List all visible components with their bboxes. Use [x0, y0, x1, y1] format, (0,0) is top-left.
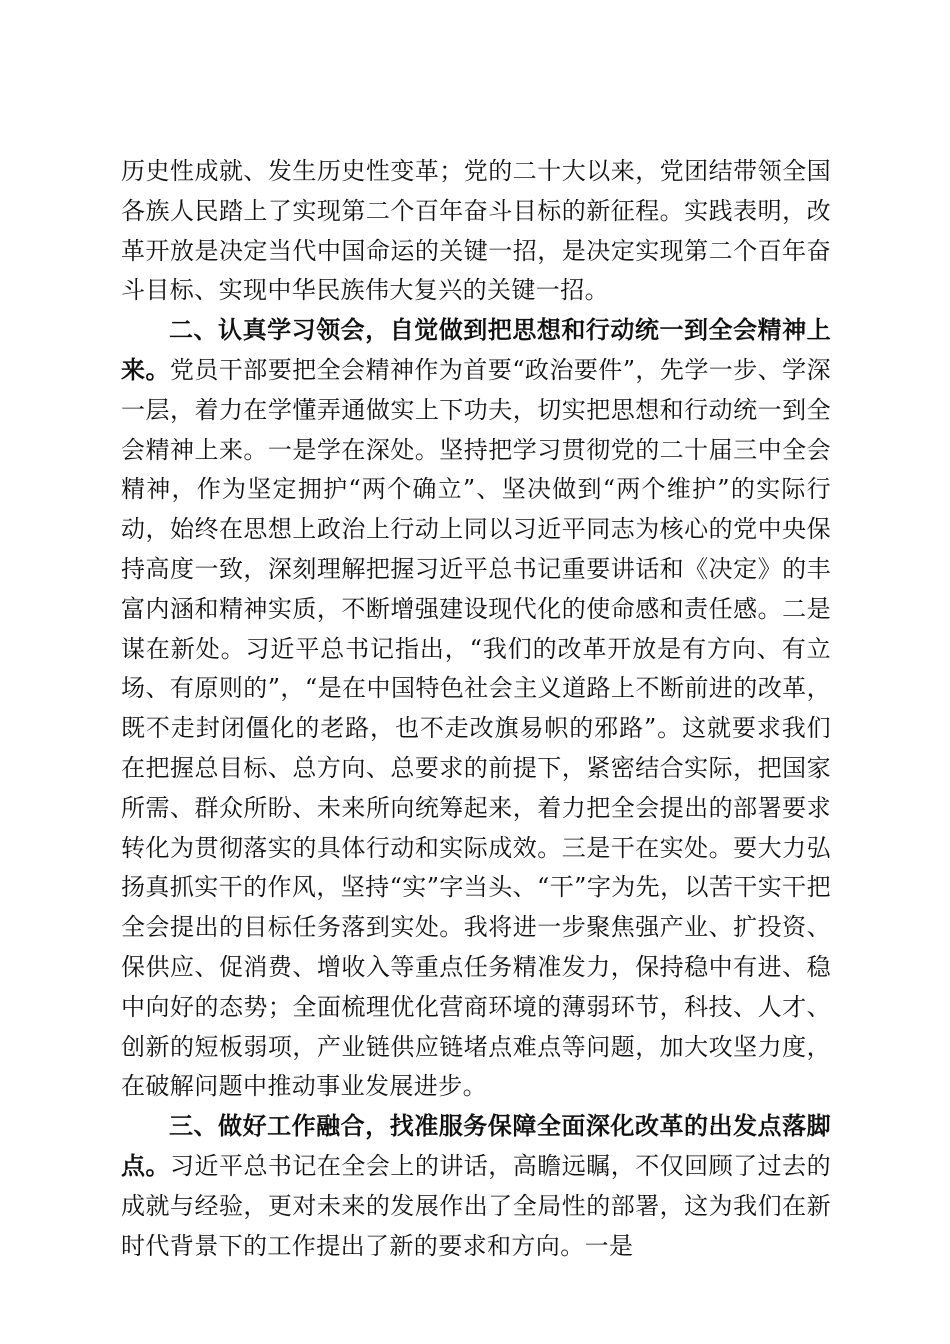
paragraph-body: 党员干部要把全会精神作为首要“政治要件”，先学一步、学深一层，着力在学懂弄通做实上下功夫，切实把思想和行动统一到全会精神上来。一是学在深处。坚持把学习贯彻党的二十届三中全会精神，作为坚定拥护“两个确立”、坚决做到“两个维护”的实际行动，始终在思想上政治上行动上同以习近平同志为核心的党中央保持高度一致，深刻理解把握习近平总书记重要讲话和《决定》的丰富内涵和精神实质，不断增强建设现代化的使命感和责任感。二是谋在新处。习近平总书记指出，“我们的改革开放是有方向、有立场、有原则的”，“是在中国特色社会主义道路上不断前进的改革，既不走封闭僵化的老路，也不走改旗易帜的邪路”。这就要求我们在把握总目标、总方向、总要求的前提下，紧密结合实际，把国家所需、群众所盼、未来所向统筹起来，着力把全会提出的部署要求转化为贯彻落实的具体行动和实际成效。三是干在实处。要大力弘扬真抓实干的作风，坚持“实”字当头、“干”字为先，以苦干实干把全会提出的目标任务落到实处。我将进一步聚焦强产业、扩投资、保供应、促消费、增收入等重点任务精准发力，保持稳中有进、稳中向好的态势；全面梳理优化营商环境的薄弱环节，科技、人才、创新的短板弱项，产业链供应链堵点难点等问题，加大攻坚力度，在破解问题中推动事业发展进步。 [121, 355, 831, 1101]
section-heading: 三、做好工作融合，找准服务保障全面深化改革的出发点落脚点。 [121, 1112, 831, 1180]
document-body [121, 152, 831, 1266]
paragraph-body: 习近平总书记在全会上的讲话，高瞻远瞩，不仅回顾了过去的成就与经验，更对未来的发展作出了全局性的部署，这为我们在新时代背景下的工作提出了新的要求和方向。一是 [121, 1151, 831, 1260]
section-heading: 二、认真学习领会，自觉做到把思想和行动统一到全会精神上来。 [121, 316, 831, 384]
paragraph-continuation [121, 152, 831, 311]
paragraph-section-three [121, 1107, 831, 1266]
paragraph-body: 历史性成就、发生历史性变革；党的二十大以来，党团结带领全国各族人民踏上了实现第二个百年奋斗目标的新征程。实践表明，改革开放是决定当代中国命运的关键一招，是决定实现第二个百年奋斗目标、实现中华民族伟大复兴的关键一招。 [121, 157, 831, 305]
paragraph-section-two [121, 311, 831, 1107]
